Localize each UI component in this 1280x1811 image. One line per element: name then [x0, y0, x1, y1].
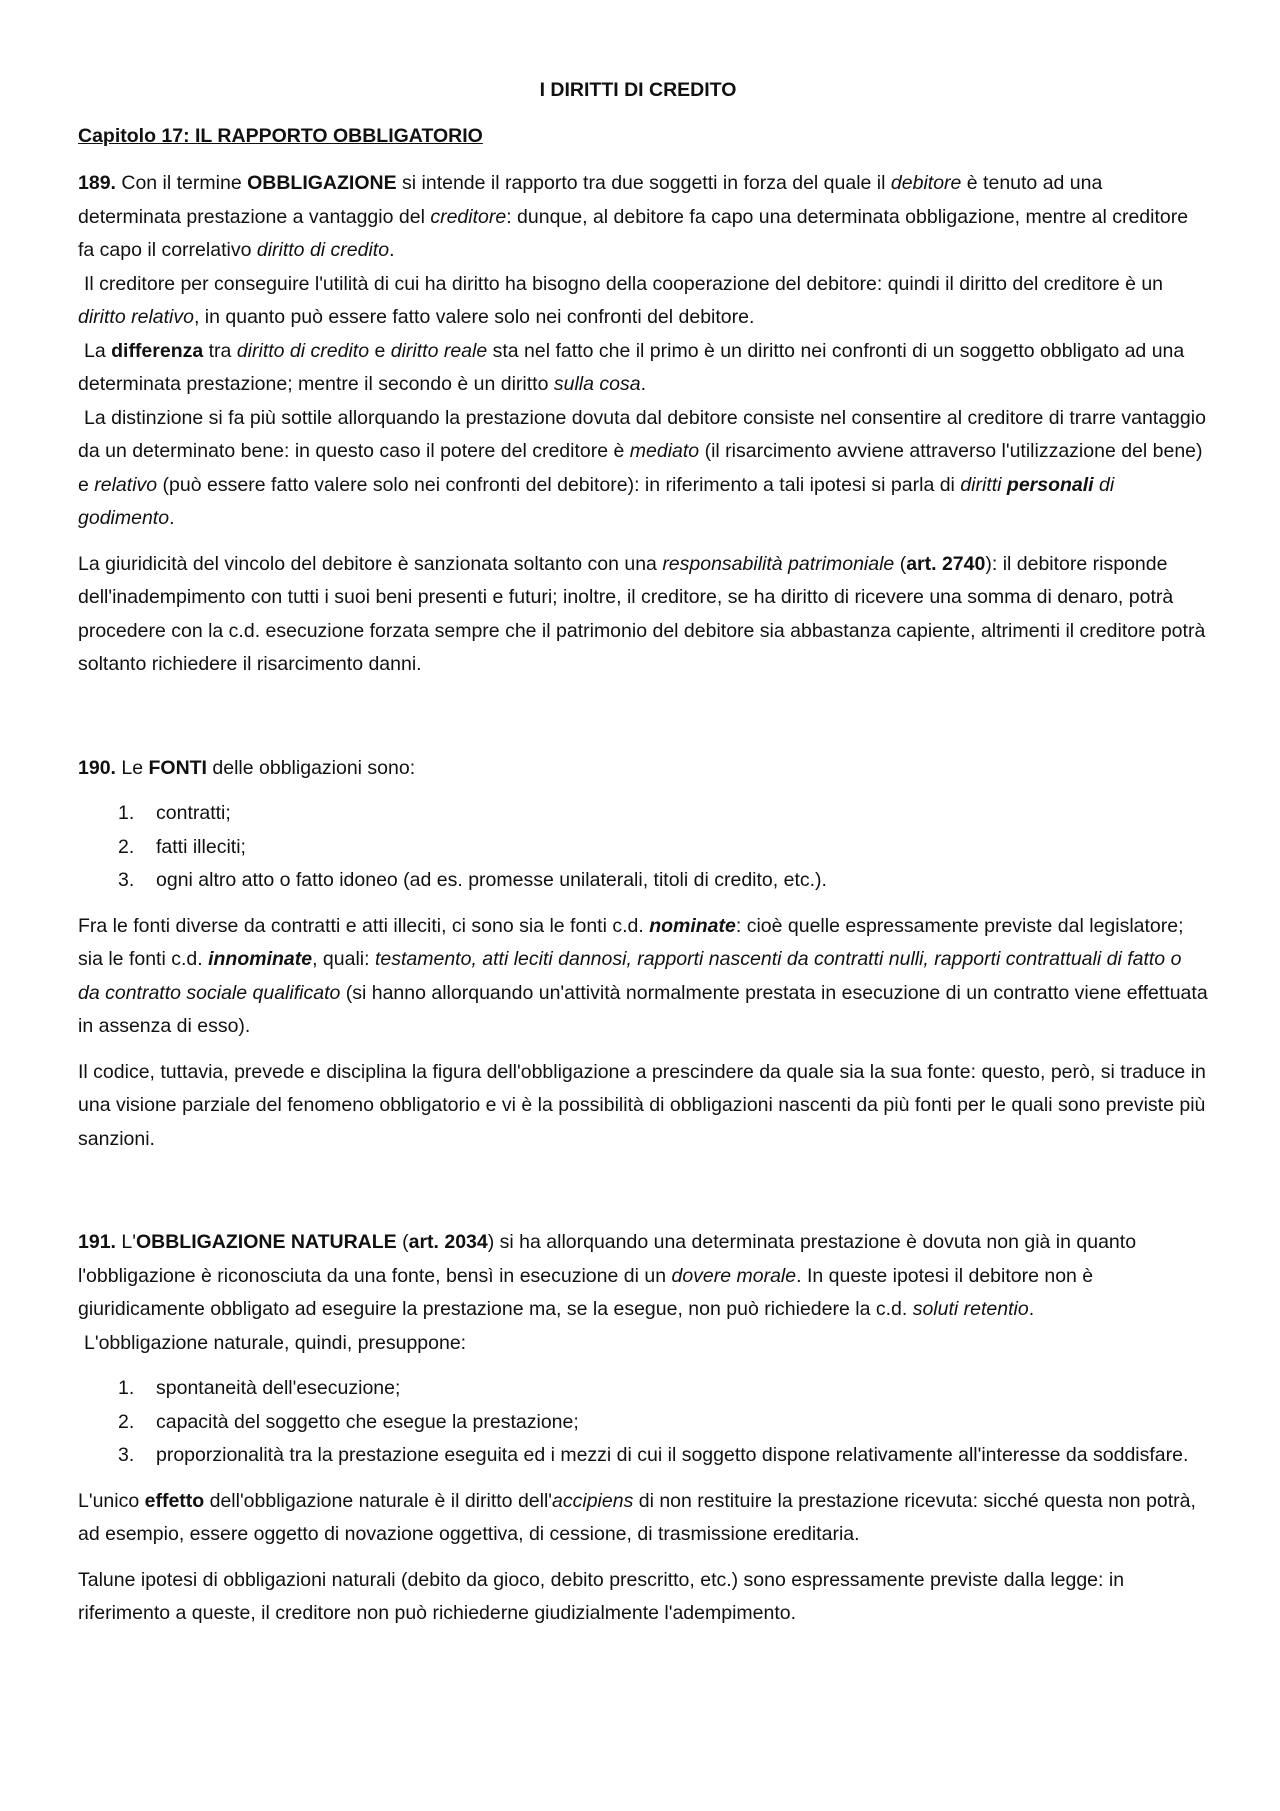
section-number: 189. [78, 172, 116, 194]
section-number: 191. [78, 1231, 116, 1253]
list-item: 1. spontaneità dell'esecuzione; [118, 1377, 401, 1399]
section-191 [78, 1226, 1208, 1631]
sources-list [78, 797, 1208, 898]
list-item: 2. fatti illeciti; [118, 835, 246, 858]
section-189 [78, 167, 1208, 682]
section-number: 190. [78, 756, 116, 779]
paragraph: La giuridicità del vincolo del debitore è sanzionata soltanto con una responsabilità patrimoniale (art. 2740): il debitore risponde dell'inadempimento con tutti i suoi beni presenti e futuri; inoltre, il creditore, se ha diritto di ricevere una somma di denaro, potrà procedere con la c.d. esecuzione forzata sempre che il patrimonio del debitore sia abbastanza capiente, altrimenti il creditore potrà soltanto richiedere il risarcimento danni. [78, 552, 1206, 675]
paragraph: L'unico effetto dell'obbligazione naturale è il diritto dell'accipiens di non restituire la prestazione ricevuta: sicché questa non potrà, ad esempio, essere oggetto di novazione oggettiva, di cessione, di trasmissione ereditaria. [78, 1489, 1196, 1545]
document-title: I DIRITTI DI CREDITO [539, 79, 737, 101]
paragraph: 189. Con il termine OBBLIGAZIONE si intende il rapporto tra due soggetti in forza del quale il debitore è tenuto ad una determinata prestazione a vantaggio del creditore: dunque, al debitore fa capo una determinata obbligazione, mentre al creditore fa capo il correlativo diritto di credito. Il creditore per conseguire l'utilità di cui ha diritto ha bisogno della cooperazione del debitore: quindi il diritto del creditore è un diritto relativo, in quanto può essere fatto valere solo nei confronti del debitore. La differenza tra diritto di credito e diritto reale sta nel fatto che il primo è un diritto nei confronti di un soggetto obbligato ad una determinata prestazione; mentre il secondo è un diritto sulla cosa. La distinzione si fa più sottile allorquando la prestazione dovuta dal debitore consiste nel consentire al creditore di trarre vantaggio da un determinato bene: in questo caso il potere del creditore è mediato (il risarcimento avviene attraverso l'utilizzazione del bene) e relativo (può essere fatto valere solo nei confronti del debitore): in riferimento a tali ipotesi si parla di diritti personali di godimento. [78, 172, 1206, 529]
paragraph: Fra le fonti diverse da contratti e atti illeciti, ci sono sia le fonti c.d. nominate: cioè quelle espressamente previste dal legislatore; sia le fonti c.d. innominate, quali: testamento, atti leciti dannosi, rapporti nascenti da contratti nulli, rapporti contrattuali di fatto o da contratto sociale qualificato (si hanno allorquando un'attività normalmente prestata in esecuzione di un contratto viene effettuata in assenza di esso). [78, 914, 1208, 1037]
list-item: 2. capacità del soggetto che esegue la prestazione; [118, 1410, 579, 1433]
list-item: 3. proporzionalità tra la prestazione eseguita ed i mezzi di cui il soggetto dispone relativamente all'interesse da soddisfare. [118, 1444, 1189, 1466]
document-page [78, 74, 1208, 1643]
paragraph: 190. Le FONTI delle obbligazioni sono: [78, 756, 416, 779]
chapter-heading: Capitolo 17: IL RAPPORTO OBBLIGATORIO [78, 124, 483, 147]
section-190 [78, 752, 1208, 1157]
requirements-list [78, 1372, 1208, 1473]
paragraph: Talune ipotesi di obbligazioni naturali (debito da gioco, debito prescritto, etc.) sono espressamente previste dalla legge: in riferimento a queste, il creditore non può richiederne giudizialmente l'adempimento. [78, 1568, 1125, 1624]
section-spacer [78, 1168, 1208, 1226]
list-item: 1. contratti; [118, 802, 231, 824]
list-item: 3. ogni altro atto o fatto idoneo (ad es. promesse unilaterali, titoli di credito, etc.). [118, 869, 827, 891]
section-spacer [78, 694, 1208, 752]
paragraph: 191. L'OBBLIGAZIONE NATURALE (art. 2034) si ha allorquando una determinata prestazione è dovuta non già in quanto l'obbligazione è riconosciuta da una fonte, bensì in esecuzione di un dovere morale. In queste ipotesi il debitore non è giuridicamente obbligato ad eseguire la prestazione ma, se la esegue, non può richiedere la c.d. soluti retentio. L'obbligazione naturale, quindi, presuppone: [78, 1231, 1137, 1354]
paragraph: Il codice, tuttavia, prevede e disciplina la figura dell'obbligazione a prescindere da quale sia la sua fonte: questo, però, si traduce in una visione parziale del fenomeno obbligatorio e vi è la possibilità di obbligazioni nascenti da più fonti per le quali sono previste più sanzioni. [78, 1060, 1206, 1150]
